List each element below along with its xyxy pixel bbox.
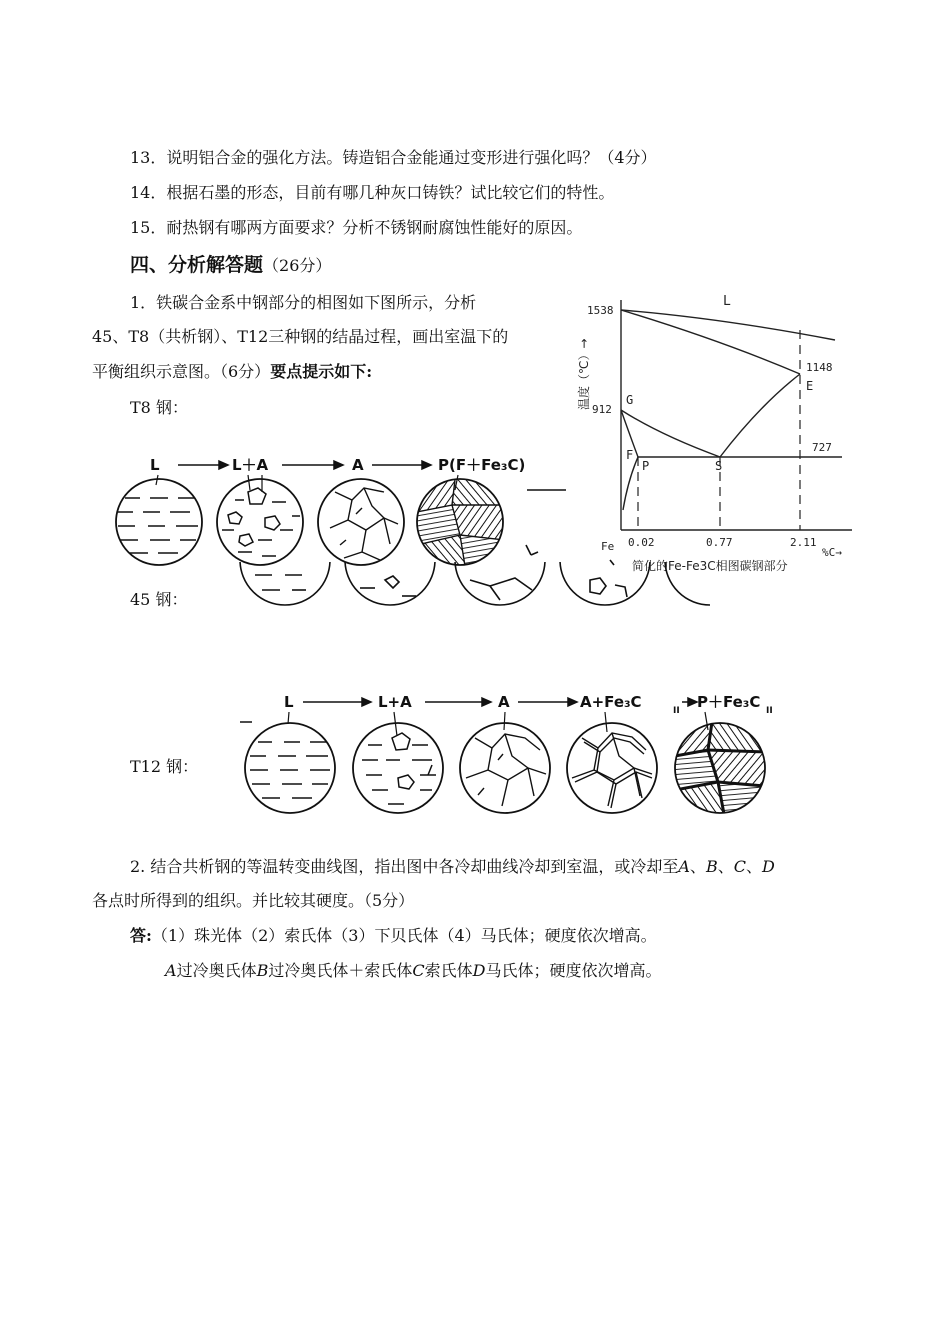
section-heading: [130, 253, 331, 278]
answer-line-2: [165, 961, 661, 981]
t12-label-p-fe3c: P＋Fe₃C: [697, 693, 761, 711]
point-b-label: B: [705, 857, 718, 876]
t12-label: T12 钢：: [130, 757, 199, 776]
t12-label-a: A: [498, 693, 510, 711]
separator-2: 、: [717, 857, 734, 876]
separator-1: 、: [689, 857, 706, 876]
problem-1-score: 平衡组织示意图。（6分）: [92, 362, 271, 381]
section-score: （26分）: [263, 256, 332, 275]
question-13: 13．说明铝合金的强化方法。铸造铝合金能通过变形进行强化吗？（4分）: [130, 148, 657, 167]
carbon-077: 0.77: [706, 536, 733, 549]
t12-circle-austenite: [460, 712, 550, 813]
point-s: S: [715, 459, 723, 473]
answer-a-text: 过冷奥氏体: [176, 961, 257, 980]
problem-2-text: 2. 结合共析钢的等温转变曲线图，指出图中各冷却曲线冷却到室温，或冷却至: [130, 857, 679, 876]
t12-sub-1: II: [673, 706, 680, 716]
t12-sub-2: II: [766, 706, 773, 716]
y-axis-label: 温度（℃）→: [577, 338, 591, 410]
t12-circle-liquid-austenite: [353, 712, 443, 813]
point-d-label: D: [761, 857, 775, 876]
t8-label-p: P(F＋Fe₃C): [438, 456, 526, 474]
point-p: P: [642, 459, 650, 473]
problem-2-line-2: 各点时所得到的组织。并比较其硬度。（5分）: [92, 891, 415, 910]
question-15: 15．耐热钢有哪两方面要求？分析不锈钢耐腐蚀性能好的原因。: [130, 218, 583, 237]
temp-1148: 1148: [806, 361, 833, 374]
t12-process-row: [235, 690, 795, 820]
t8-label-l: L: [150, 456, 160, 474]
carbon-002: 0.02: [628, 536, 655, 549]
problem-1-line-2: 45、T8（共析钢）、T12三种钢的结晶过程，画出室温下的: [92, 327, 509, 346]
t12-label-a-fe3c: A+Fe₃C: [580, 693, 642, 711]
t12-circle-pearlite-fe3c: [675, 712, 765, 814]
answer-letter-a: A: [165, 961, 177, 980]
point-f: F: [626, 448, 634, 462]
point-e: E: [806, 379, 814, 393]
diagram-caption: 简化的Fe-Fe3C相图碳钢部分: [632, 559, 788, 573]
carbon-211: 2.11: [790, 536, 817, 549]
answer-d-text: 马氏体；硬度依次增高。: [485, 961, 662, 980]
carbon-fe: Fe: [601, 540, 615, 553]
section-title: 四、分析解答题: [130, 254, 264, 276]
problem-2-line-1: [130, 857, 775, 877]
t12-circle-liquid: [245, 712, 335, 813]
point-c-label: C: [733, 857, 746, 876]
x-axis-label: %C→: [822, 546, 842, 559]
answer-1-text: （1）珠光体（2）索氏体（3）下贝氏体（4）马氏体；硬度依次增高。: [151, 926, 657, 945]
t12-label-la: L+A: [378, 693, 412, 711]
temp-1538: 1538: [587, 304, 614, 317]
answer-letter-b: B: [256, 961, 269, 980]
t8-label: T8 钢：: [130, 398, 188, 417]
temp-912: 912: [592, 403, 612, 416]
t12-label-l: L: [284, 693, 294, 711]
answer-label: 答:: [130, 926, 152, 945]
point-l: L: [723, 294, 731, 309]
hint-label: 要点提示如下:: [270, 362, 373, 381]
temp-727: 727: [812, 441, 832, 454]
t12-circle-austenite-fe3c: [567, 712, 657, 813]
answer-b-text: 过冷奥氏体＋索氏体: [268, 961, 413, 980]
problem-1-line-3: [92, 362, 372, 382]
t8-label-la: L＋A: [232, 456, 269, 474]
separator-3: 、: [745, 857, 762, 876]
answer-line-1: [130, 926, 657, 946]
problem-1-line-1: 1．铁碳合金系中钢部分的相图如下图所示，分析: [130, 293, 477, 312]
point-g: G: [626, 393, 634, 407]
question-14: 14．根据石墨的形态，目前有哪几种灰口铸铁？试比较它们的特性。: [130, 183, 615, 202]
answer-letter-c: C: [412, 961, 425, 980]
t8-label-a: A: [352, 456, 364, 474]
t8-circle-liquid: [116, 475, 202, 565]
answer-c-text: 索氏体: [424, 961, 473, 980]
steel-45-label: 45 钢：: [130, 590, 188, 609]
steel-45-process-row: [230, 530, 710, 610]
answer-letter-d: D: [472, 961, 486, 980]
point-a-label: A: [678, 857, 690, 876]
